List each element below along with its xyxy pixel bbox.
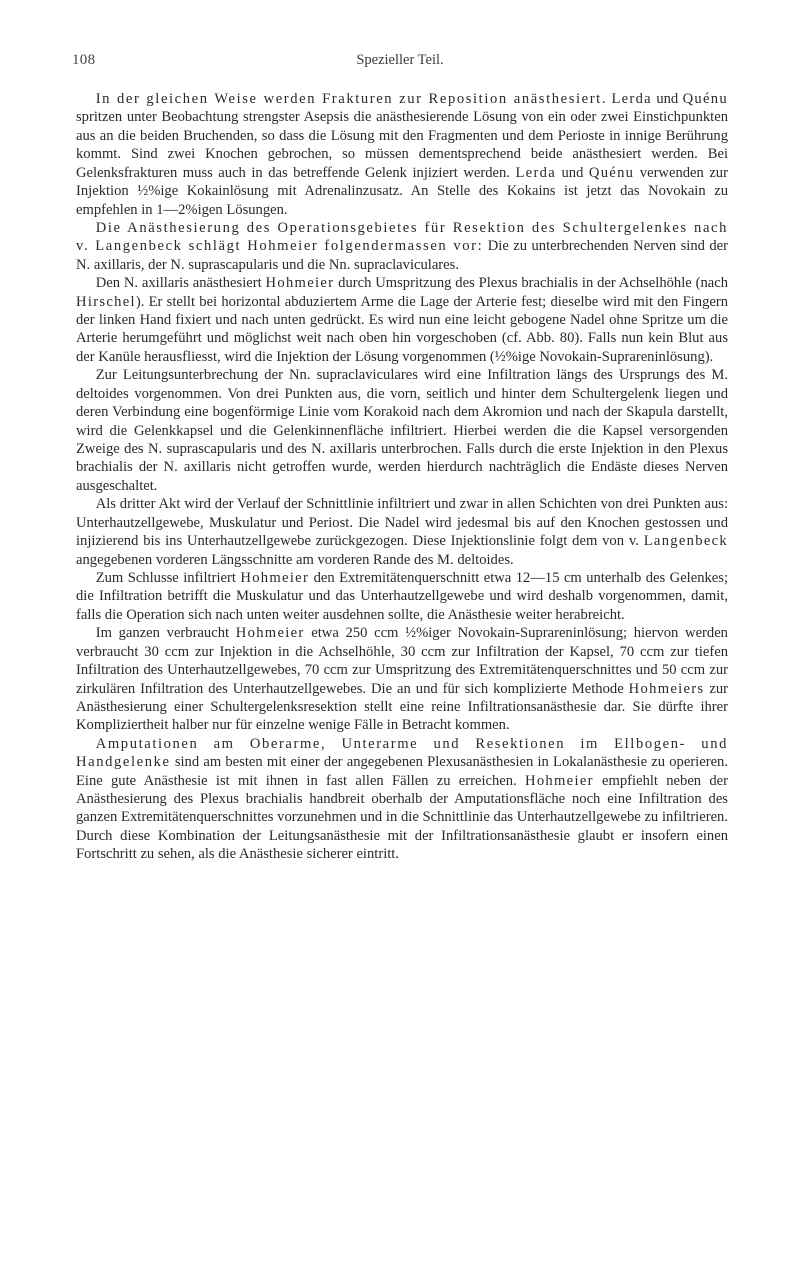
text-run: Zur Leitungsunterbrechung der Nn. supraclaviculares wird eine Infiltration längs des Ursprungs des M. deltoides vorgenommen. Von drei Punkten aus, die vorn, seitlich und hinter dem Schultergelenk liegen und deren Verbindung eine bogenförmige Linie vom Korakoid nach dem Akromion und nach der Skapula darstellt, wird die Gelenkkapsel und die Gelenkinnenfläche infiltriert. Hierbei werden die die Kapsel versorgenden Zweige des N. suprascapularis und des N. axillaris unterbrochen. Falls durch die erste Injektion in den Plexus brachialis der N. axillaris nicht getroffen wurde, werden hierdurch nachträglich die Endäste dieses Nerven ausgeschaltet. [76,367,728,494]
author-name: Hohmeier [240,569,310,586]
author-name: Quénu [682,91,728,107]
paragraph-8 [76,735,728,864]
author-name: Quénu [588,164,635,181]
paragraph-1 [76,90,728,219]
author-name: Lerda [515,164,556,181]
text-run: angegebenen vorderen Längsschnitte am vorderen Rande des M. deltoides. [76,551,514,568]
paragraph-2 [76,219,728,274]
text-run: Im ganzen verbraucht [95,625,230,642]
text-run: zur Anästhesierung einer Schultergelenksresektion stellt eine reine Infiltrationsanästhesie dar. Sie dürfte ihrer Kompliziertheit halber nur für einzelne wenige Fälle in Betracht kommen. [76,680,728,734]
text-run: ). Er stellt bei horizontal abduziertem Arme die Lage der Arterie fest; dieselbe wird mit den Fingern der linken Hand fixiert und nach unten gedrückt. Es wird nun eine leicht gebogene Nadel ohne Spritze um die Arterie herumgeführt und möglichst weit nach oben hin vorgeschoben (cf. Abb. 80). Falls nun kein Blut aus der Kanüle herausfliesst, wird die Injektion der Lösung vorgenommen (½%ige Novokain-Suprareninlösung). [76,293,728,365]
spaced-lead: Amputationen am Oberarme, Unterarme und Resektionen im Ellbogen- und Handgelenke [76,735,728,771]
text-run: Die zu unterbrechenden Nerven sind der N. axillaris, der N. suprascapularis und die Nn. supraclaviculares. [76,238,728,273]
text-run: sind am besten mit einer der angegebenen Plexusanästhesien in Lokalanästhesie zu operieren. Eine gute Anästhesie ist mit ihnen in fast allen Fällen zu erreichen. [76,754,729,789]
text-run: durch Umspritzung des Plexus brachialis in der Achselhöhle (nach [338,275,729,292]
author-name: Lerda [611,91,652,107]
author-name: Hohmeiers [628,680,705,697]
text-run: verwenden zur Injektion ½%ige Kokainlösung mit Adrenalinzusatz. An Stelle des Kokains ist jetzt das Novokain zu empfehlen in 1—2%igen Lösungen. [76,164,728,218]
author-name: Hohmeier [235,625,305,642]
page-header [72,52,728,74]
paragraph-7 [76,624,728,735]
text-run: empfiehlt neben der Anästhesierung des Plexus brachialis handbreit oberhalb der Amputationsfläche noch eine Infiltration des ganzen Extremitätenquerschnittes vorzunehmen und in die Schnittlinie das Unterhautzellgewebe zu infiltrieren. Durch diese Kombination der Leitungsanästhesie mit der Infiltrationsanästhesie glaubt er insofern einen Fortschritt zu sehen, als die Anästhesie sicherer eintritt. [76,772,728,863]
text-run: Zum Schlusse infiltriert [95,569,236,586]
text-run: und [656,91,679,107]
author-name: Hohmeier [525,772,594,789]
paragraph-5 [76,495,728,569]
text-run: den Extremitätenquerschnitt etwa 12—15 cm unterhalb des Gelenkes; die Infiltration betrifft die Muskulatur und das Unterhautzellgewebe und wird deshalb vorgenommen, damit, falls die Operation sich nach unten weiter ausdehnen sollte, die Anästhesie weiter herabreicht. [76,569,729,623]
spaced-lead: In der gleichen Weise werden Frakturen zur Reposition anästhesiert. [95,91,608,107]
text-run: und [561,164,584,181]
paragraph-4 [76,366,728,495]
paragraph-3 [76,274,728,366]
spaced-lead: Die Anästhesierung des Operationsgebietes für Resektion des Schultergelenkes nach v. Langenbeck schlägt Hohmeier folgendermassen vor: [76,219,728,255]
body-text [76,90,728,864]
running-head: Spezieller Teil. [356,52,444,68]
author-name: Langenbeck [643,533,729,550]
paragraph-6 [76,569,728,624]
page-number: 108 [72,52,96,68]
author-name: Hohmeier [265,275,335,292]
text-run: etwa 250 ccm ½%iger Novokain-Suprareninlösung; hiervon werden verbraucht 30 ccm zur Injektion in die Achselhöhle, 30 ccm zur Infiltration der Kapsel, 70 ccm zur tiefen Infiltration des Unterhautzellgewebes, 70 ccm zur Umspritzung des Extremitätenquerschnittes und 50 ccm zur zirkulären Infiltration des Unterhautzellgewebes. Die an und für sich komplizierte Methode [76,625,728,697]
text-run: Als dritter Akt wird der Verlauf der Schnittlinie infiltriert und zwar in allen Schichten von drei Punkten aus: Unterhautzellgewebe, Muskulatur und Periost. Die Nadel wird jedesmal bis auf den Knochen gestossen und injizierend bis ins Unterhautzellgewebe zurückgezogen. Diese Injektionslinie folgt dem von v. [76,496,728,550]
author-name: Hirschel [76,293,136,310]
text-run: spritzen unter Beobachtung strengster Asepsis die anästhesierende Lösung von ein oder zwei Einstichpunkten aus an die beiden Bruchenden, so dass die Lösung mit den Fragmenten und dem Perioste in innige Berührung kommt. Sind zwei Knochen gebrochen, so müssen dementsprechend beide anästhesiert werden. Bei Gelenksfrakturen muss auch in das betreffende Gelenk injiziert werden. [76,109,728,181]
text-run: Den N. axillaris anästhesiert [95,275,262,292]
